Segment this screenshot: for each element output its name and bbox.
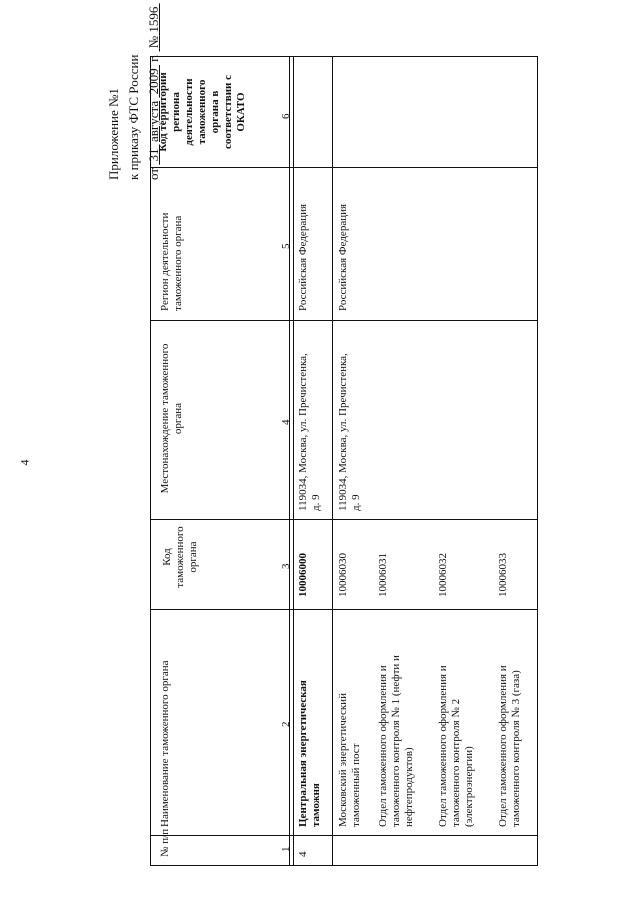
appendix-year-suffix: г. xyxy=(146,54,161,62)
row2-post-name: Московский энергетический таможенный пост xyxy=(337,693,362,827)
colnum-2: 2 xyxy=(280,721,292,727)
appendix-day: 31 xyxy=(146,148,161,162)
header-okato: Код территории региона деятельности таможенного органа в соответствии с ОКАТО xyxy=(157,72,247,152)
row2-post-code: 10006030 xyxy=(337,553,349,597)
divider-colnum xyxy=(293,57,294,865)
row1-address: 119034, Москва, ул. Пречистенка, д. 9 xyxy=(297,353,322,511)
appendix-from-label: от xyxy=(146,167,161,180)
dept1-code: 10006031 xyxy=(377,553,389,597)
dept2-code: 10006032 xyxy=(437,553,449,597)
colnum-3: 3 xyxy=(280,563,292,569)
row1-number: 4 xyxy=(297,851,309,857)
header-region: Регион деятельности таможенного органа xyxy=(159,212,184,311)
divider-row1 xyxy=(332,57,333,865)
colnum-6: 6 xyxy=(280,113,292,119)
header-number: № п/п xyxy=(159,828,171,857)
appendix-order: к приказу ФТС России xyxy=(126,54,141,180)
dept2-name: Отдел таможенного оформления и таможенного контроля № 2 (электроэнергии) xyxy=(437,665,475,827)
dept3-code: 10006033 xyxy=(497,553,509,597)
divider-col4-5 xyxy=(151,320,537,321)
dept3-name: Отдел таможенного оформления и таможенного контроля № 3 (газа) xyxy=(497,665,522,827)
appendix-month: августа xyxy=(146,100,161,142)
colnum-1: 1 xyxy=(280,846,292,852)
row2-region: Российская Федерация xyxy=(337,203,349,311)
colnum-4: 4 xyxy=(280,419,292,425)
divider-header xyxy=(289,57,290,865)
appendix-title: Приложение №1 xyxy=(106,88,121,180)
customs-table xyxy=(150,56,538,866)
page-number: 4 xyxy=(17,459,32,466)
colnum-5: 5 xyxy=(280,243,292,249)
divider-col2-3 xyxy=(151,609,537,610)
header-code: Код таможенного органа xyxy=(161,526,199,588)
row1-code: 10006000 xyxy=(297,553,309,597)
divider-col1-2 xyxy=(151,835,537,836)
header-location: Местонахождение таможенного органа xyxy=(159,343,184,494)
row1-name: Центральная энергетическая таможня xyxy=(297,680,322,827)
row2-address: 119034, Москва, ул. Пречистенка, д. 9 xyxy=(337,353,362,511)
header-name: Наименование таможенного органа xyxy=(159,660,171,827)
dept1-name: Отдел таможенного оформления и таможенного контроля № 1 (нефти и нефтепродуктов) xyxy=(377,655,415,827)
row1-region: Российская Федерация xyxy=(297,203,309,311)
appendix-year: 2009 xyxy=(146,68,161,95)
divider-col5-6 xyxy=(151,167,537,168)
divider-col3-4 xyxy=(151,519,537,520)
appendix-number: № 1596 xyxy=(146,6,161,49)
